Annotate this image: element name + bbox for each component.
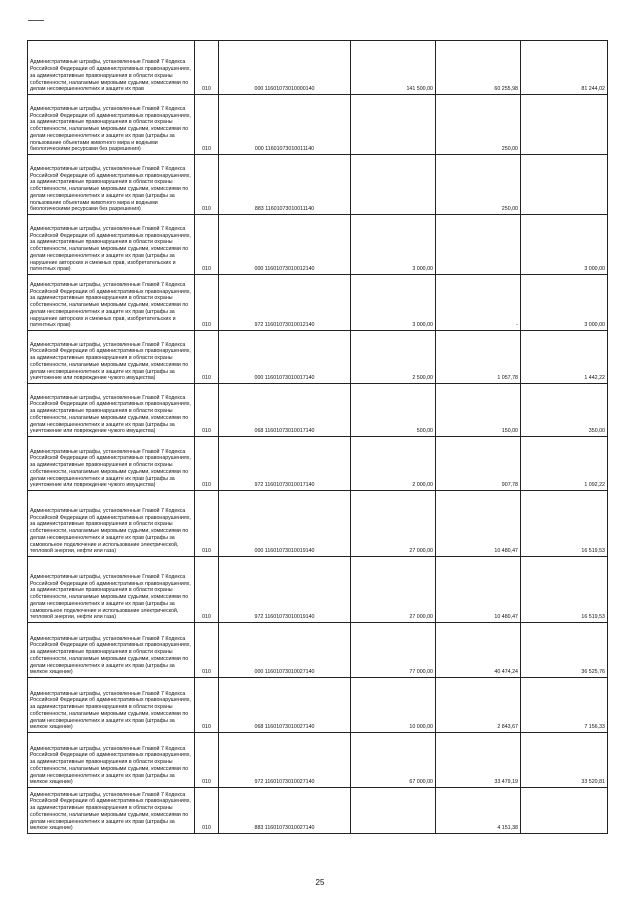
table-row — [28, 623, 608, 678]
budget-report-table — [27, 40, 608, 834]
row-classification-code: 972 11601073010017140 — [219, 437, 351, 491]
table-row — [28, 733, 608, 788]
row-executed-amount — [436, 215, 521, 275]
row-line-code: 010 — [195, 437, 219, 491]
row-name: Административные штрафы, установленные Главой 7 Кодекса Российской Федерации об административных правонарушениях, за административные правонарушения в области охраны собственности, налагаемые мировыми судьями, комиссиями по делам несовершеннолетних и защите их прав (штрафы за мелкое хищение) — [28, 623, 195, 678]
row-classification-code: 068 11601073010017140 — [219, 384, 351, 437]
row-name: Административные штрафы, установленные Главой 7 Кодекса Российской Федерации об административных правонарушениях, за административные правонарушения в области охраны собственности, налагаемые мировыми судьями, комиссиями по делам несовершеннолетних и защите их прав (штрафы за мелкое хищение) — [28, 678, 195, 733]
row-approved-amount: 27 000,00 — [351, 557, 436, 623]
table-row — [28, 678, 608, 733]
row-line-code: 010 — [195, 95, 219, 155]
row-unexecuted-amount — [521, 95, 608, 155]
row-executed-amount: 60 255,98 — [436, 41, 521, 95]
table-row — [28, 155, 608, 215]
row-classification-code: 000 11601073010011140 — [219, 95, 351, 155]
row-name: Административные штрафы, установленные Главой 7 Кодекса Российской Федерации об административных правонарушениях, за административные правонарушения в области охраны собственности, налагаемые мировыми судьями, комиссиями по делам несовершеннолетних и защите их прав (штрафы за уничтожение или повреждение чужого имущества) — [28, 331, 195, 384]
table-row — [28, 491, 608, 557]
row-line-code: 010 — [195, 275, 219, 331]
row-executed-amount: 10 480,47 — [436, 491, 521, 557]
row-executed-amount: 40 474,24 — [436, 623, 521, 678]
row-unexecuted-amount: 1 442,22 — [521, 331, 608, 384]
row-line-code: 010 — [195, 155, 219, 215]
row-name: Административные штрафы, установленные Главой 7 Кодекса Российской Федерации об административных правонарушениях, за административные правонарушения в области охраны собственности, налагаемые мировыми судьями, комиссиями по делам несовершеннолетних и защите их прав — [28, 41, 195, 95]
table-row — [28, 384, 608, 437]
page-number: 25 — [315, 878, 325, 887]
row-line-code: 010 — [195, 788, 219, 834]
row-executed-amount: 10 480,47 — [436, 557, 521, 623]
row-line-code: 010 — [195, 384, 219, 437]
row-name: Административные штрафы, установленные Главой 7 Кодекса Российской Федерации об административных правонарушениях, за административные правонарушения в области охраны собственности, налагаемые мировыми судьями, комиссиями по делам несовершеннолетних и защите их прав (штрафы за пользование объектами животного мира и водными биологическими ресурсами без разрешения) — [28, 155, 195, 215]
row-unexecuted-amount — [521, 155, 608, 215]
row-approved-amount — [351, 788, 436, 834]
row-classification-code: 000 11601073010027140 — [219, 623, 351, 678]
row-name: Административные штрафы, установленные Главой 7 Кодекса Российской Федерации об административных правонарушениях, за административные правонарушения в области охраны собственности, налагаемые мировыми судьями, комиссиями по делам несовершеннолетних и защите их прав (штрафы за нарушение авторских и смежных прав, изобретательских и патентных прав) — [28, 275, 195, 331]
row-line-code: 010 — [195, 331, 219, 384]
table-row — [28, 788, 608, 834]
row-executed-amount: - — [436, 275, 521, 331]
row-executed-amount: 2 843,67 — [436, 678, 521, 733]
row-approved-amount: 67 000,00 — [351, 733, 436, 788]
row-line-code: 010 — [195, 41, 219, 95]
row-classification-code: 068 11601073010027140 — [219, 678, 351, 733]
row-approved-amount: 500,00 — [351, 384, 436, 437]
row-executed-amount: 250,00 — [436, 95, 521, 155]
row-executed-amount: 33 479,19 — [436, 733, 521, 788]
row-unexecuted-amount: 16 519,53 — [521, 557, 608, 623]
row-approved-amount — [351, 155, 436, 215]
table-row — [28, 275, 608, 331]
row-name: Административные штрафы, установленные Главой 7 Кодекса Российской Федерации об административных правонарушениях, за административные правонарушения в области охраны собственности, налагаемые мировыми судьями, комиссиями по делам несовершеннолетних и защите их прав (штрафы за мелкое хищение) — [28, 733, 195, 788]
row-unexecuted-amount: 33 520,81 — [521, 733, 608, 788]
row-approved-amount: 2 000,00 — [351, 437, 436, 491]
row-unexecuted-amount: 16 519,53 — [521, 491, 608, 557]
row-approved-amount: 27 000,00 — [351, 491, 436, 557]
row-unexecuted-amount: 1 092,22 — [521, 437, 608, 491]
row-unexecuted-amount — [521, 788, 608, 834]
row-classification-code: 000 11601073010000140 — [219, 41, 351, 95]
row-classification-code: 883 11601073010011140 — [219, 155, 351, 215]
row-unexecuted-amount: 7 156,33 — [521, 678, 608, 733]
row-line-code: 010 — [195, 678, 219, 733]
table-row — [28, 437, 608, 491]
row-classification-code: 883 11601073010027140 — [219, 788, 351, 834]
page-corner-mark — [28, 20, 44, 21]
table-row — [28, 331, 608, 384]
row-approved-amount — [351, 95, 436, 155]
row-name: Административные штрафы, установленные Главой 7 Кодекса Российской Федерации об административных правонарушениях, за административные правонарушения в области охраны собственности, налагаемые мировыми судьями, комиссиями по делам несовершеннолетних и защите их прав (штрафы за нарушение авторских и смежных прав, изобретательских и патентных прав) — [28, 215, 195, 275]
row-unexecuted-amount: 3 000,00 — [521, 215, 608, 275]
row-approved-amount: 141 500,00 — [351, 41, 436, 95]
row-name: Административные штрафы, установленные Главой 7 Кодекса Российской Федерации об административных правонарушениях, за административные правонарушения в области охраны собственности, налагаемые мировыми судьями, комиссиями по делам несовершеннолетних и защите их прав (штрафы за самовольное подключение и использование электрической, тепловой энергии, нефти или газа) — [28, 557, 195, 623]
table-row — [28, 215, 608, 275]
row-classification-code: 000 11601073010017140 — [219, 331, 351, 384]
row-classification-code: 972 11601073010027140 — [219, 733, 351, 788]
row-line-code: 010 — [195, 215, 219, 275]
row-approved-amount: 2 500,00 — [351, 331, 436, 384]
row-executed-amount: 907,78 — [436, 437, 521, 491]
row-approved-amount: 10 000,00 — [351, 678, 436, 733]
row-executed-amount: 250,00 — [436, 155, 521, 215]
row-line-code: 010 — [195, 557, 219, 623]
row-unexecuted-amount: 36 525,76 — [521, 623, 608, 678]
row-name: Административные штрафы, установленные Главой 7 Кодекса Российской Федерации об административных правонарушениях, за административные правонарушения в области охраны собственности, налагаемые мировыми судьями, комиссиями по делам несовершеннолетних и защите их прав (штрафы за уничтожение или повреждение чужого имущества) — [28, 437, 195, 491]
row-unexecuted-amount: 81 244,02 — [521, 41, 608, 95]
row-executed-amount: 4 151,38 — [436, 788, 521, 834]
row-classification-code: 000 11601073010019140 — [219, 491, 351, 557]
table-row — [28, 95, 608, 155]
row-name: Административные штрафы, установленные Главой 7 Кодекса Российской Федерации об административных правонарушениях, за административные правонарушения в области охраны собственности, налагаемые мировыми судьями, комиссиями по делам несовершеннолетних и защите их прав (штрафы за мелкое хищение) — [28, 788, 195, 834]
row-approved-amount: 3 000,00 — [351, 215, 436, 275]
row-classification-code: 972 11601073010019140 — [219, 557, 351, 623]
row-name: Административные штрафы, установленные Главой 7 Кодекса Российской Федерации об административных правонарушениях, за административные правонарушения в области охраны собственности, налагаемые мировыми судьями, комиссиями по делам несовершеннолетних и защите их прав (штрафы за пользование объектами животного мира и водными биологическими ресурсами без разрешения) — [28, 95, 195, 155]
row-executed-amount: 150,00 — [436, 384, 521, 437]
row-name: Административные штрафы, установленные Главой 7 Кодекса Российской Федерации об административных правонарушениях, за административные правонарушения в области охраны собственности, налагаемые мировыми судьями, комиссиями по делам несовершеннолетних и защите их прав (штрафы за самовольное подключение и использование электрической, тепловой энергии, нефти или газа) — [28, 491, 195, 557]
row-approved-amount: 77 000,00 — [351, 623, 436, 678]
row-unexecuted-amount: 350,00 — [521, 384, 608, 437]
row-name: Административные штрафы, установленные Главой 7 Кодекса Российской Федерации об административных правонарушениях, за административные правонарушения в области охраны собственности, налагаемые мировыми судьями, комиссиями по делам несовершеннолетних и защите их прав (штрафы за уничтожение или повреждение чужого имущества) — [28, 384, 195, 437]
table-row — [28, 41, 608, 95]
row-classification-code: 972 11601073010012140 — [219, 275, 351, 331]
row-line-code: 010 — [195, 733, 219, 788]
row-unexecuted-amount: 3 000,00 — [521, 275, 608, 331]
row-classification-code: 000 11601073010012140 — [219, 215, 351, 275]
row-line-code: 010 — [195, 491, 219, 557]
table-row — [28, 557, 608, 623]
row-approved-amount: 3 000,00 — [351, 275, 436, 331]
row-line-code: 010 — [195, 623, 219, 678]
row-executed-amount: 1 057,78 — [436, 331, 521, 384]
